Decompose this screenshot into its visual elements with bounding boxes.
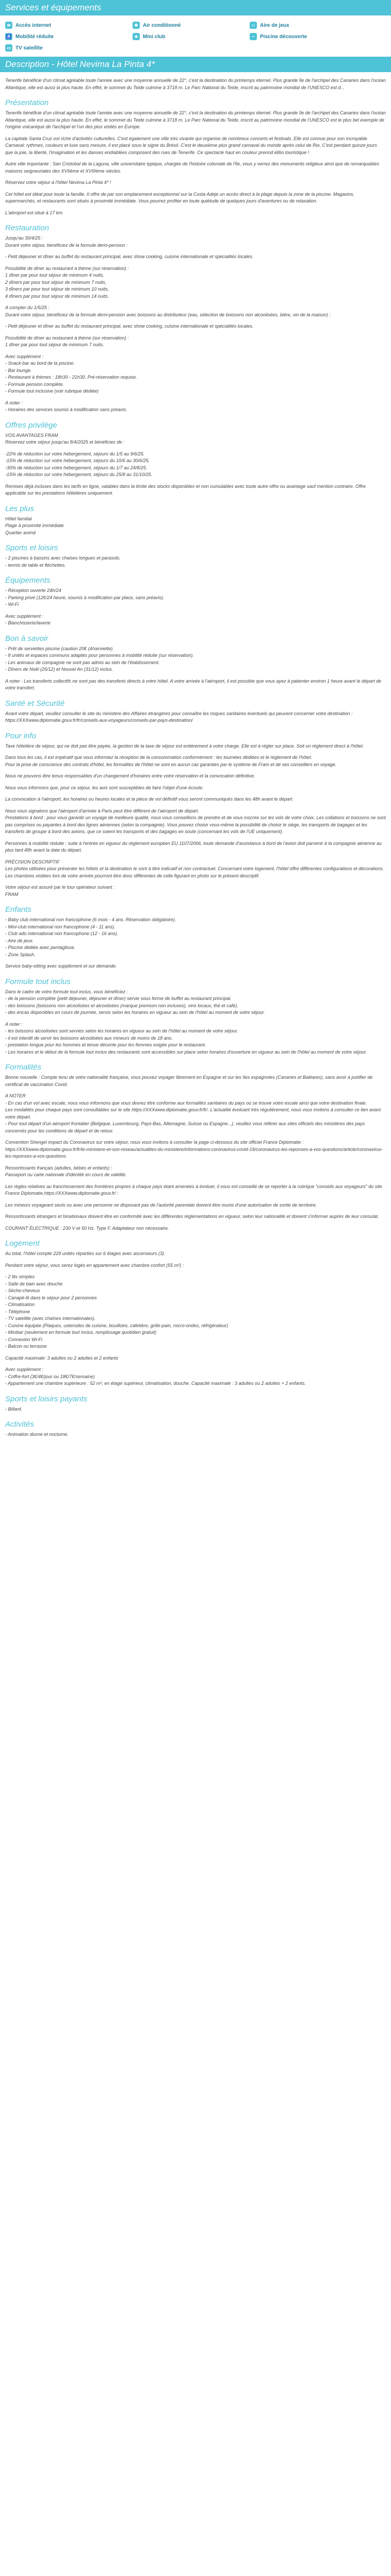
service-mobility bbox=[5, 33, 133, 40]
section-title: Activités bbox=[5, 1420, 34, 1429]
section-paragraph: - 2 piscines à bassins avec chaises longues et parasols. - tennis de table et fléchettes. bbox=[5, 555, 121, 568]
service-label: Mobilité réduite bbox=[15, 33, 54, 40]
section-paragraph: Service baby-sitting avec supplément et sur demande. bbox=[5, 963, 117, 969]
section-paragraph: Possibilité de dîner au restaurant à thème (sur réservation) : 1 dîner par pour tout séjour de minimum 4 nuits, 2 dîners par pour tout séjour de minimum 7 nuits, 3 dîners par pour tout séjour de minimum 10 nuits, 4 dîners par pour tout séjour de minimum 14 nuits. bbox=[5, 265, 129, 299]
section-paragraph: Au total, l'hôtel compte 229 unités réparties sur 6 étages avec ascenseurs (3). bbox=[5, 1251, 166, 1256]
wifi-icon: ≋ bbox=[5, 22, 12, 29]
service-ac bbox=[133, 22, 250, 29]
service-label: TV satellite bbox=[15, 45, 43, 51]
section-paragraph: Pendant votre séjour, vous serez logés en appartement avec chambre confort (55 m²) : bbox=[5, 1262, 184, 1268]
section-paragraph: Nous vous signalons que l'aéroport d'arrivée à Paris peut être différent de l'aéroport de départ. Prestations à bord : pour vous garantir un voyage de meilleure qualité, nous vous conseillons de prendre et de vous inscrire sur les vols de votre choix. Les collations et boissons ne sont pas comprises ou payantes à bord des lignes aériennes (selon la compagnie). Vous pouvez choisir vous-même la possibilité de choisir le siège, les transports de bagages et les transferts de groupe à bord des avions, que ce soient les transports et des bagages en soute (concernant les vols de l'UE uniquement). bbox=[5, 808, 386, 834]
section-paragraph: - Animation diurne et nocturne. bbox=[5, 1432, 69, 1437]
service-label: Aire de jeux bbox=[260, 22, 289, 28]
section-title: Présentation bbox=[5, 98, 49, 107]
section-title: Sports et loisirs bbox=[5, 544, 58, 552]
section-paragraph: A compter du 1/5/25 : Durant votre séjour, bénéficiez de la formule demi-pension avec boissons au distributeur (eau, sélection de boissons non alcoolisées, bière, vin de la maison) : bbox=[5, 305, 331, 317]
presentation-section bbox=[5, 98, 386, 216]
section-paragraph: Ressortissants français (adultes, bébés et enfants) : Passeport ou carte nationale d'identité en cours de validité. bbox=[5, 1165, 127, 1177]
snowflake-icon: ❄ bbox=[133, 22, 140, 29]
section-title: Bon à savoir bbox=[5, 634, 48, 643]
section-title: Santé et Sécurité bbox=[5, 699, 65, 708]
section-paragraph: Jusqu'au 30/4/25 : Durant votre séjour, bénéficiez de la formule demi-pension : bbox=[5, 235, 128, 248]
section-title: Équipements bbox=[5, 576, 51, 585]
formalites-section bbox=[5, 1063, 386, 1232]
service-label: Accès internet bbox=[15, 22, 51, 28]
service-internet bbox=[5, 22, 133, 29]
section-title: Pour info bbox=[5, 731, 37, 740]
service-tv bbox=[5, 44, 133, 52]
section-paragraph: Ressortissants étrangers et binationaux doivent être en conformité avec les différentes réglementations en vigueur, selon leur nationalité et doivent s'informer auprès de leur consulat. bbox=[5, 1214, 379, 1219]
section-paragraph: Tenerife bénéficie d'un climat agréable toute l'année avec une moyenne annuelle de 22°, c'est la destination du printemps éternel. Plus grande île de l'archipel des Canaries dans l'océan Atlantique, elle est aussi la plus haute. En effet, le sommet du Teide culmine à 3718 m. Le Parc National du Teide, inscrit au patrimoine mondial de l'UNESCO est le plus bel exemple de l'origine volcanique de l'archipel et l'un des plus visités en Europe. bbox=[5, 110, 386, 129]
service-playground bbox=[250, 22, 384, 29]
tv-icon: ▭ bbox=[5, 44, 12, 52]
section-paragraph: Cet hôtel est idéal pour toute la famille. Il offre de par son emplacement exceptionnel sur la Costa Adeje un accès direct à la plage depuis la zone de la piscine. Magasins, supermarchés, et restaurants sont situés à proximité immédiate. Vous pourrez profiter en toute quiétude de quelques jours d'aventures ou de relaxation. bbox=[5, 191, 355, 204]
section-paragraph: A NOTER - En cas d'un vol avec escale, nous vous informons que vous devrez être conforme aux formalités sanitaires du pays où se trouve votre escale ainsi que votre destination finale. Les modalités pour chaque pays sont consultables sur le site https://XXXwww.diplomatie.gouv.fr/fr/. L'actualité évoluant très régulièrement, nous vous invitons à consulter ce lien avant votre départ. - Pour tout départ d'un aéroport frontalier (Belgique, Luxembourg, Pays-Bas, Allemagne, Suisse ou Espagne...), veuillez vous référer aux sites officiels des ministères des pays concernés pour les conditions de départ et de retour. bbox=[5, 1093, 381, 1133]
kids-icon: ★ bbox=[133, 33, 140, 40]
service-label: Mini club bbox=[143, 33, 166, 40]
section-paragraph: -22% de réduction sur votre hébergement, séjours du 1/5 au 9/6/25. -15% de réduction sur votre hébergement, séjours du 10/6 au 30/6/25. -30% de réduction sur votre hébergement, séjours du 1/7 au 24/8/25. -15% de réduction sur votre hébergement, séjours du 25/8 au 31/10/25. bbox=[5, 451, 153, 477]
section-paragraph: - Petit déjeuner et dîner au buffet du restaurant principal, avec show cooking, cuisine internationale et spécialités locales. bbox=[5, 324, 254, 329]
service-label: Air conditionné bbox=[143, 22, 181, 28]
section-title: Enfants bbox=[5, 905, 31, 914]
section-paragraph: Les mineurs voyageant seuls ou avec une personne ne disposant pas de l'autorité parentale doivent être munis d'une autorisation de sortie de territoire. bbox=[5, 1202, 317, 1208]
logement-section bbox=[5, 1239, 386, 1387]
section-paragraph: Tenerife bénéficie d'un climat agréable toute l'année avec une moyenne annuelle de 22°, c'est la destination du printemps éternel. Plus grande île de l'archipel des Canaries dans l'océan Atlantique, elle est aussi la plus haute. En effet, le sommet du Teide culmine à 3718 m. Le Parc National du Teide, inscrit au patrimoine mondial de l'UNESCO est d... bbox=[5, 78, 386, 90]
activites-section bbox=[5, 1420, 386, 1438]
sports-payants-section bbox=[5, 1395, 386, 1413]
section-title: Les plus bbox=[5, 504, 34, 513]
section-title: Sports et loisirs payants bbox=[5, 1394, 88, 1403]
plus-section bbox=[5, 504, 386, 537]
section-paragraph: Dans le cadre de votre formule tout inclus, vous bénéficiez : - de la pension complète (petit déjeuner, déjeuner et dîner) servie sous forme de buffet au restaurant principal. - des boissons (boissons non alcoolisées et alcoolisées (marque premium non incluses), vins locaux, thé et café). - des encas disponibles en cours de journée, servis selon les horaires en vigueur au sein de l'hôtel au moment de votre séjour. bbox=[5, 989, 265, 1015]
section-paragraph: Personnes à mobilité réduite : suite à l'entrée en vigueur du règlement européen EU 1107/2006, toute demande d'assistance à bord de l'avion doit parvenir à la compagnie aérienne au plus tard 48h avant la date du départ. bbox=[5, 840, 382, 853]
section-paragraph: A noter : Les transferts collectifs ne sont pas des transferts directs à votre hôtel. A votre arrivée à l'aéroport, il est possible que vous ayez à patienter environ 1 heure avant le départ de votre transfert. bbox=[5, 678, 382, 690]
sante-section bbox=[5, 699, 386, 724]
section-paragraph: Avec supplément : - Coffre-fort (3€/4€/jour ou 18€/7€/semaine) - Appartement une chambre supérieure : 52 m², en étage supérieur, climatisation, douche. Capacité maximale : 3 adultes ou 2 adultes + 2 enfants. bbox=[5, 1367, 306, 1386]
main-content bbox=[0, 77, 391, 1448]
services-banner: Services et équipements bbox=[0, 0, 391, 15]
section-paragraph: Taxe hôtelière de séjour, qui ne doit pas être payée, la gestion de la taxe de séjour est entièrement à votre charge. Elle est à régler sur place. Soit un règlement direct à l'hôtel. bbox=[5, 743, 364, 749]
section-paragraph: Dans tous les cas, il est impératif que vous informiez la réception de la consommation conformément : les tournées dédiées et le règlement de l'hôtel. Pour la prise de conscience des contrats d'hôtel, les formalités de l'hôtel ne sont en aucun cas garanties par le système de Fram et de ses conseillers en voyage. bbox=[5, 755, 337, 767]
section-title: Offres privilège bbox=[5, 420, 57, 430]
pool-icon: ~ bbox=[250, 33, 257, 40]
section-paragraph: Bonne nouvelle : Compte tenu de votre nationalité française, vous pouvez voyager librement en Espagne et sur les îles espagnoles (Canaries et Baléares), sans avoir à justifier de certificat de vaccination Covid. bbox=[5, 1075, 373, 1087]
section-paragraph: Nous vous informons que, pour ce séjour, les avis sont susceptibles de faire l'objet d'une écoute. bbox=[5, 785, 204, 790]
section-paragraph: - Billard. bbox=[5, 1406, 23, 1412]
section-paragraph: La convocation à l'aéroport, les horaires ou heures locales et la pièce de vol définitif vous seront communiqués dans les 48h avant le départ. bbox=[5, 796, 294, 802]
section-paragraph: - Baby club international non francophone (6 mois - 4 ans. Réservation obligatoire). - Mini-club international non francophone (4 - 11 ans). - Club ado international non francophone (12 - 16 ans). - Aire de jeux. - Piscine dédiée avec pentaglisse. - Zone Splash. bbox=[5, 917, 176, 957]
section-paragraph: Avant votre départ, veuillez consulter le site du ministère des Affaires étrangères pour connaître les risques sanitaires éventuels qui peuvent concerner votre destination : https://XXXwww.diplomatie.gouv.fr/fr/conseils-aux-voyageurs/conseils-par-pays-destination/ bbox=[5, 710, 353, 723]
section-paragraph: - Petit déjeuner et dîner au buffet du restaurant principal, avec show cooking, cuisine internationale et spécialités locales. bbox=[5, 254, 254, 259]
section-paragraph: Hôtel familial Plage à proximité immédiate Quartier animé bbox=[5, 516, 64, 535]
section-paragraph: - Réception ouverte 24h/24 - Parking privé (12€/24 heure, soumis à modification par place, sans préavis). - Wi-Fi bbox=[5, 588, 165, 607]
section-paragraph: Votre séjour est assuré par le tour opérateur suivant : FRAM bbox=[5, 885, 115, 897]
service-label: Piscine découverte bbox=[260, 33, 307, 40]
section-paragraph: Avec supplément : - Blanchisserie/laverie bbox=[5, 613, 51, 625]
section-paragraph: COURANT ÉLECTRIQUE : 230 V et 50 Hz. Type F. Adaptateur non nécessaire. bbox=[5, 1225, 169, 1231]
bon-a-savoir-section bbox=[5, 634, 386, 692]
section-paragraph: Possibilité de dîner au restaurant à thème (sur réservation) : 1 dîner par pour tout séjour de minimum 7 nuits. bbox=[5, 335, 129, 347]
section-paragraph: Les règles relatives au franchissement des frontières propres à chaque pays étant amenées à évoluer, il vous est conseillé de se reporter à la rubrique "conseils aux voyageurs" du site France Diplomatie,https://XXXwww.diplomatie.gouv.fr/ : bbox=[5, 1183, 382, 1196]
section-paragraph: PRÉCISION DESCRIPTIF Les photos utilisées pour présenter les hôtels et la destination le sont à titre indicatif et non contractuel. Concernant votre logement, l'hôtel offre différentes configurations et décorations. Les chambres visitées lors de votre arrivée pourront être donc différentes de celle figurant en photo sur le présent descriptif. bbox=[5, 859, 384, 878]
section-paragraph: Autre ville importante : San Cristobal de la Laguna, ville universitaire typique, chargée de l'histoire coloniale de l'île, vous y verrez des monuments religieux ainsi que de remarquables maisons seigneuriales des XVIIème et XVIIIème siècles. bbox=[5, 161, 379, 174]
playground-icon: ☺ bbox=[250, 22, 257, 29]
section-paragraph: - Prêt de serviettes piscine (caution 20€ (4/serviette). - 8 unités et espaces communs adaptés pour personnes à mobilité réduite (sur réservation). - Les animaux de compagnie ne sont pas admis au sein de l'établissement. - Dîners de Noël (25/12) et Nouvel An (31/12) inclus. bbox=[5, 646, 194, 672]
service-miniclub bbox=[133, 33, 250, 40]
section-title: Logement bbox=[5, 1239, 40, 1248]
description-banner: Description - Hôtel Nevima La Pinta 4* bbox=[0, 57, 391, 72]
section-paragraph: Remises déjà incluses dans les tarifs en ligne, valables dans la limite des stocks disponibles et non cumulables avec toute autre offre ou avantage sauf mention contraire. Offre applicable sur les prestations hôtelières uniquement. bbox=[5, 483, 366, 496]
section-paragraph: Convention Shengel impact du Coronavirus sur votre séjour, nous vous invitons à consulter la page ci-dessous du site officiel France Diplomatie : https://XXXwww.diplomatie.gouv.fr/fr/le-ministere-et-son-reseau/actualites-du-ministere/informations-coronavirus-covid-19/coronavirus-les-reponses-a-vos-questions/article/coronavirus-les-reponses-a-vos-questions bbox=[5, 1140, 383, 1159]
restauration-section bbox=[5, 224, 386, 414]
section-paragraph: Capacité maximale: 3 adultes ou 2 adultes et 2 enfants bbox=[5, 1355, 119, 1361]
description-section bbox=[5, 77, 386, 91]
section-paragraph: Avec supplément : - Snack-bar au bord de la piscine. - Bar lounge. - Restaurant à thèmes : 18h30 - 21h30. Pré-réservation requise. - Formule pension complète. - Formule tout inclusive (voir rubrique dédiée) bbox=[5, 353, 137, 394]
formule-section bbox=[5, 977, 386, 1056]
wheelchair-icon: ♿ bbox=[6, 34, 12, 39]
section-paragraph: - 2 lits simples - Salle de bain avec douche - Sèche-cheveux - Canapé-lit dans le séjour pour 2 personnes - Climatisation - Téléphone - TV satellite (avec chaînes internationales). - Cuisine équipée (Plaques, ustensiles de cuisine, bouilloire, cafetière, grille-pain, micro-ondes, réfrigérateur) - Minibar (seulement en formule tout inclus, remplissage quotidien gratuit) - Connexion Wi-Fi - Balcon ou terrasse bbox=[5, 1274, 229, 1349]
sports-section bbox=[5, 544, 386, 569]
services-list bbox=[0, 15, 391, 57]
section-paragraph: Nous ne pouvons être tenus responsables d'un changement d'horaires entre votre réservation et la convocation définitive. bbox=[5, 773, 255, 778]
enfants-section bbox=[5, 905, 386, 970]
section-title: Restauration bbox=[5, 224, 50, 232]
offres-section bbox=[5, 421, 386, 497]
equipements-section bbox=[5, 576, 386, 627]
pour-info-section bbox=[5, 732, 386, 899]
section-paragraph: L'aéroport est situé à 17 km. bbox=[5, 210, 64, 215]
section-title: Formalités bbox=[5, 1063, 42, 1072]
section-paragraph: Réservez votre séjour à l'hôtel Nevima La Pinta 4* ! bbox=[5, 180, 111, 185]
section-paragraph: La capitale Santa Cruz est riche d'activités culturelles. C'est également une ville très vivante qui organise de nombreux concerts et festivals. Elle est connue pour son incroyable Carnaval: rythmes, couleurs et luxe sans mesure, il est placé sous le signe du Brésil. C'est le deuxième plus grand carnaval du monde après celui de Rio. C'est pendant quinze jours que la joie, la liberté, l'imagination et les danses endiablées composent des rues de Tenerife. Ce spectacle haut en couleur prennd élitio touristique ! bbox=[5, 135, 377, 155]
section-paragraph: VOS AVANTAGES FRAM Réservez votre séjour jusqu'au 8/4/2025 et bénéficiez de : bbox=[5, 432, 125, 445]
service-pool bbox=[250, 33, 384, 40]
section-title: Formule tout inclus bbox=[5, 977, 71, 986]
section-paragraph: A noter : - Horaires des services soumis à modification sans préavis. bbox=[5, 400, 127, 412]
section-paragraph: A noter : - les boissons alcoolisées sont servies selon les horaires en vigueur au sein de l'hôtel au moment de votre séjour. - il est interdit de servir les boissons alcoolisées aux mineurs de moins de 18 ans. - prestation longue pour les hommes et tenue décente pour les femmes exigée pour le restaurant. - Les horaires et le début de la formule tout inclus des restaurants sont accessibles sur place selon horaires d'ouverture en vigueur au sein de l'hôtel au moment de votre séjour. bbox=[5, 1021, 367, 1055]
